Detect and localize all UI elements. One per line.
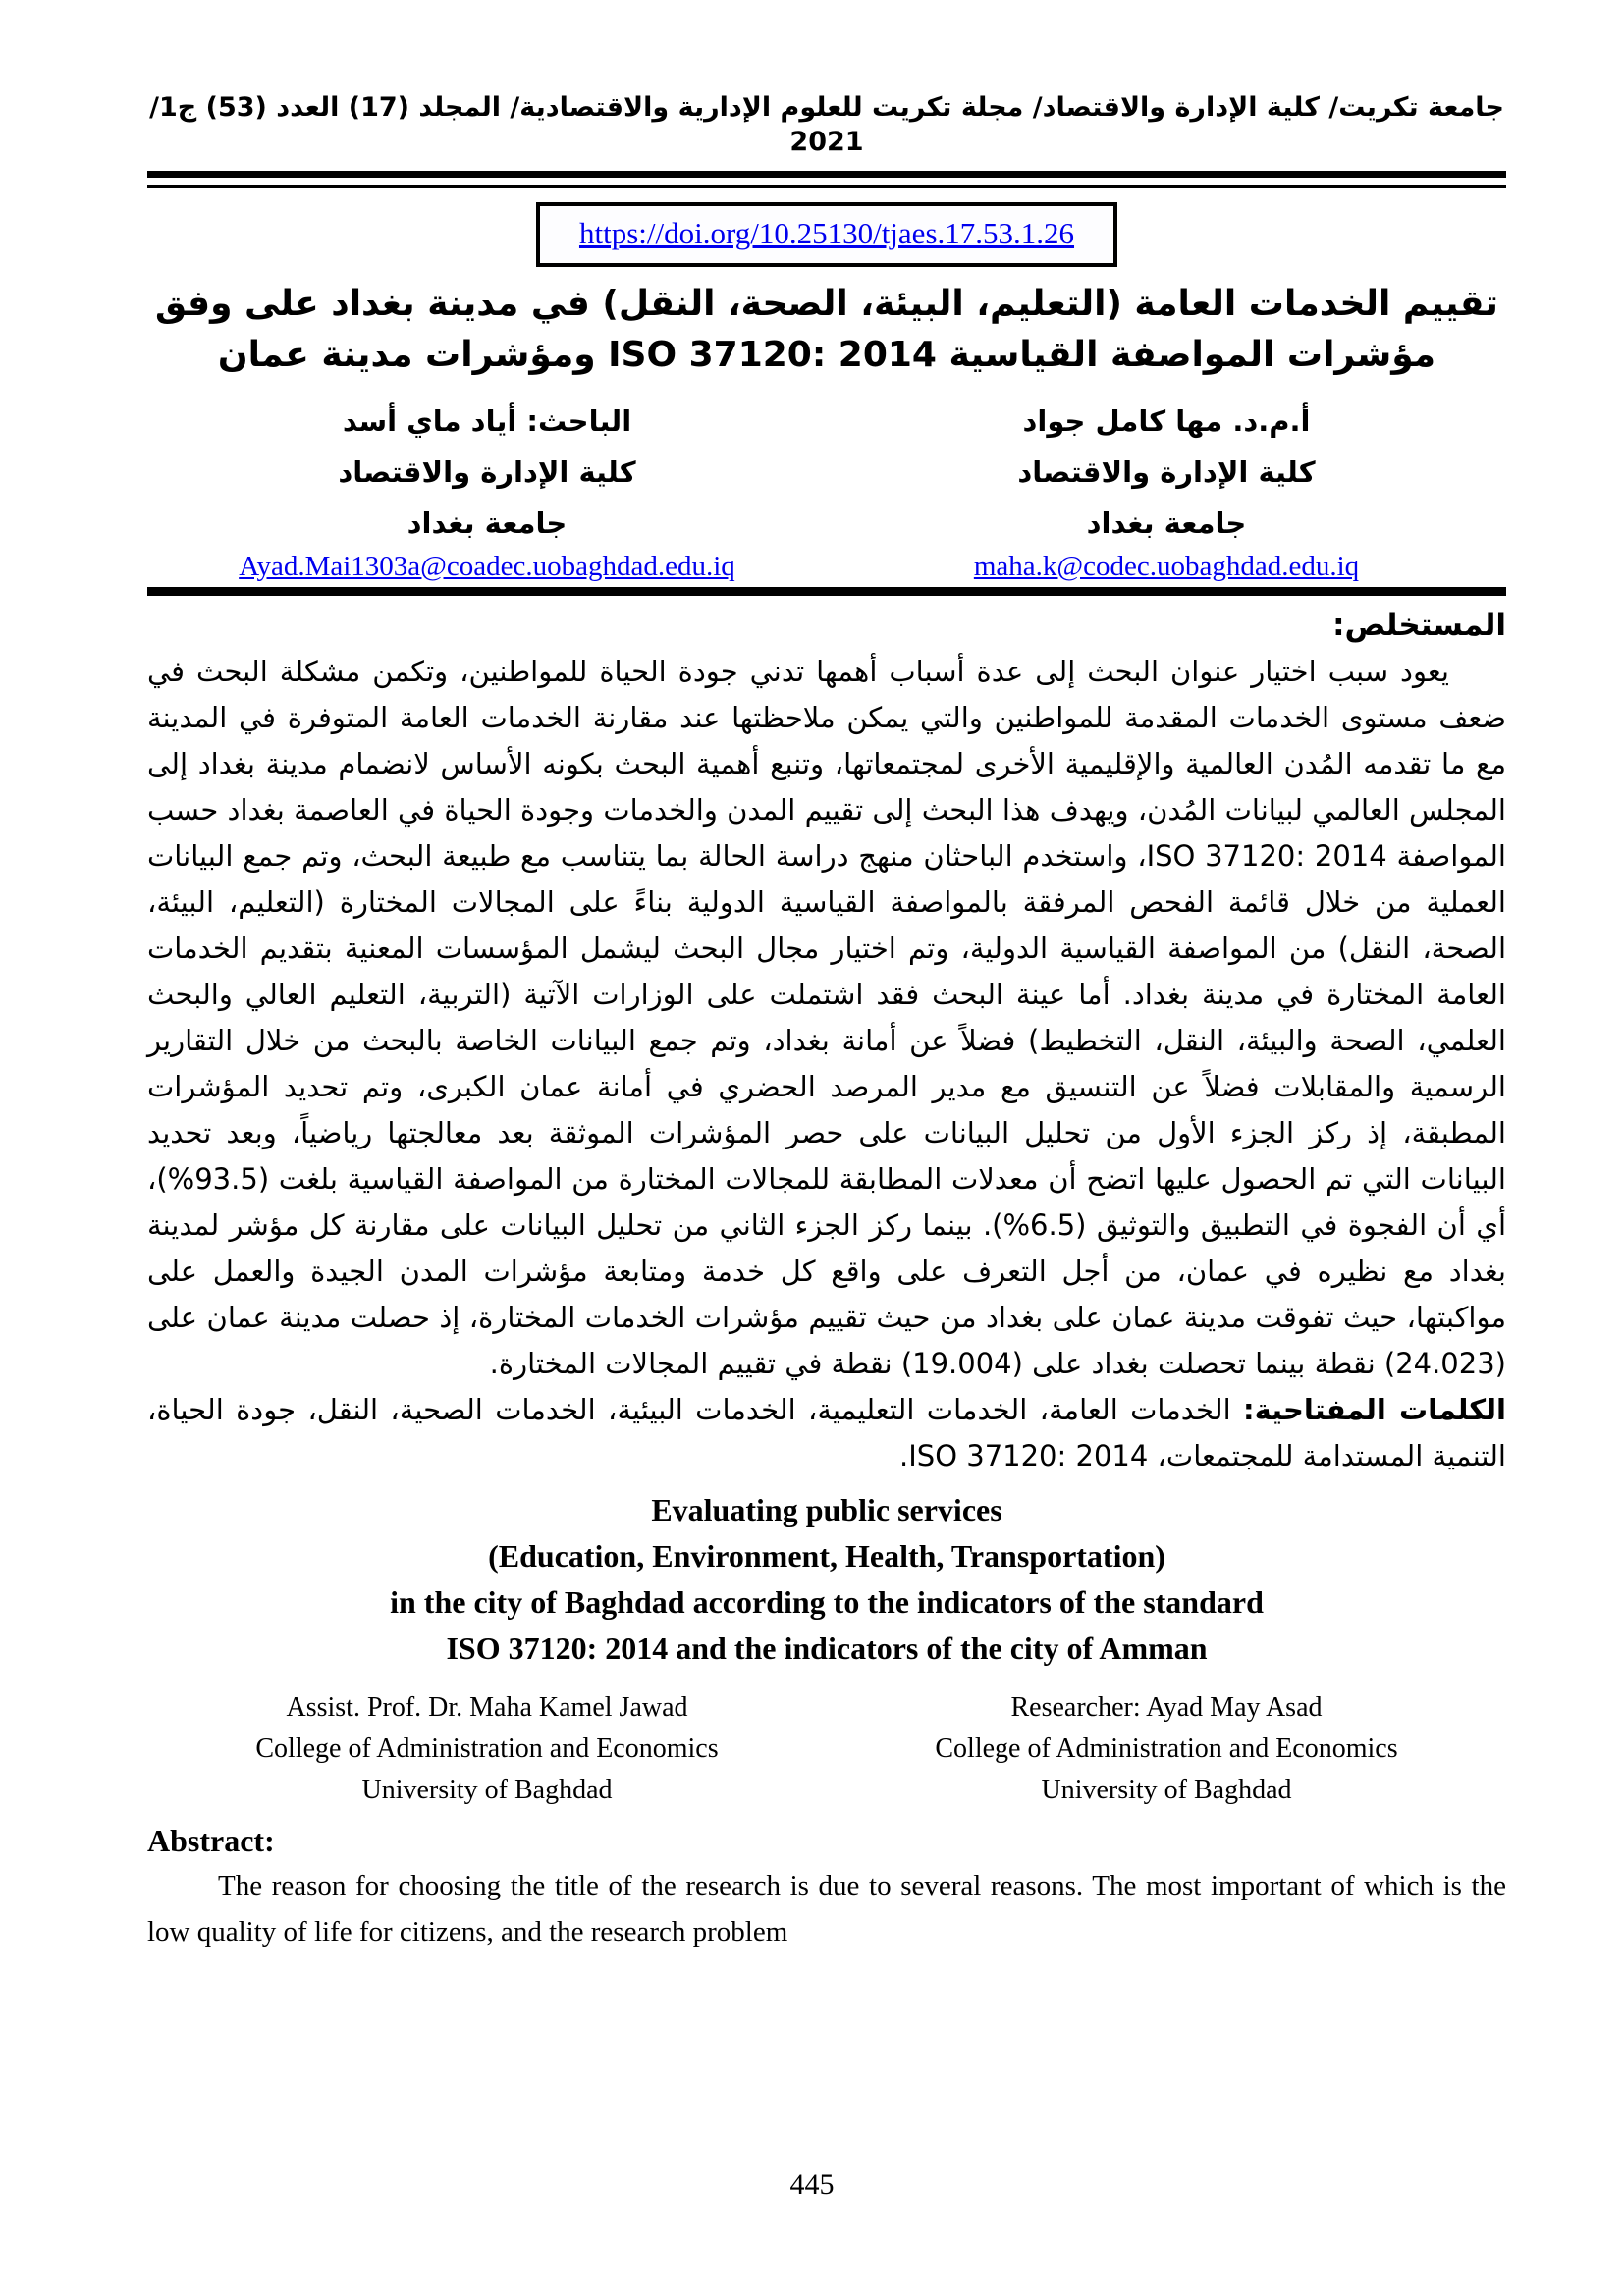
english-authors-block xyxy=(147,1687,1506,1811)
header-divider xyxy=(147,171,1506,188)
english-abstract-heading: Abstract: xyxy=(147,1822,275,1858)
english-abstract-body: The reason for choosing the title of the research is due to several reasons. The most important of which is the low quality of life for citizens, and the research problem xyxy=(147,1869,1506,1948)
doi-box xyxy=(536,202,1117,267)
arabic-abstract-text: يعود سبب اختيار عنوان البحث إلى عدة أسباب أهمها تدني جودة الحياة للمواطنين، وتكمن مشكلة البحث في ضعف مستوى الخدمات المقدمة للمواطنين والتي يمكن ملاحظتها عند مقارنة الخدمات العامة المتوفرة في المدينة مع ما تقدمه المُدن العالمية والإقليمية الأخرى لمجتمعاتها، وتنبع أهمية البحث بكونه الأساس لانضمام مدينة بغداد إلى المجلس العالمي لبيانات المُدن، ويهدف هذا البحث إلى تقييم المدن والخدمات وجودة الحياة في العاصمة بغداد حسب المواصفة ISO 37120: 2014، واستخدم الباحثان منهج دراسة الحالة بما يتناسب مع طبيعة البحث، وتم جمع البيانات العملية من خلال قائمة الفحص المرفقة بالمواصفة القياسية الدولية بناءً على المجالات المختارة (التعليم، البيئة، الصحة، النقل) من المواصفة القياسية الدولية، وتم اختيار مجال البحث ليشمل المؤسسات المعنية بتقديم الخدمات العامة المختارة في مدينة بغداد. أما عينة البحث فقد اشتملت على الوزارات الآتية (التربية، التعليم العالي والبحث العلمي، الصحة والبيئة، النقل، التخطيط) فضلاً عن أمانة بغداد، وتم جمع البيانات الخاصة بالبحث من خلال التقارير الرسمية والمقابلات فضلاً عن التنسيق مع مدير المرصد الحضري في أمانة عمان الكبرى، وتم تحديد المؤشرات المطبقة، إذ ركز الجزء الأول من تحليل البيانات على حصر المؤشرات الموثقة بعد معالجتها رياضياً، وبعد تحديد البيانات التي تم الحصول عليها اتضح أن معدلات المطابقة للمجالات المختارة من المواصفة القياسية بلغت (93.5%)، أي أن الفجوة في التطبيق والتوثيق (6.5%). بينما ركز الجزء الثاني من تحليل البيانات على مقارنة كل مؤشر لمدينة بغداد مع نظيره في عمان، من أجل التعرف على واقع كل خدمة ومتابعة مؤشرات المدن الجيدة والعمل على مواكبتها، حيث تفوقت مدينة عمان على بغداد من حيث تقييم مؤشرات الخدمات المختارة، إذ حصلت مدينة عمان على (24.023) نقطة بينما تحصلت بغداد على (19.004) نقطة في تقييم المجالات المختارة. xyxy=(147,654,1507,1380)
english-title-line1: Evaluating public services xyxy=(651,1491,1002,1527)
author-name: Researcher: Ayad May Asad xyxy=(1010,1691,1323,1723)
arabic-authors-block xyxy=(147,396,1506,549)
english-title-line4: ISO 37120: 2014 and the indicators of the city of Amman xyxy=(446,1629,1208,1666)
arabic-abstract-heading: المستخلص: xyxy=(1332,607,1506,643)
english-title-line2: (Education, Environment, Health, Transportation) xyxy=(488,1537,1165,1574)
keywords-text: الخدمات العامة، الخدمات التعليمية، الخدمات البيئية، الخدمات الصحية، النقل، جودة الحياة، التنمية المستدامة للمجتمعات، ISO 37120: 2014. xyxy=(147,1392,1506,1472)
author-university: University of Baghdad xyxy=(361,1774,613,1805)
arabic-author-left xyxy=(147,396,827,549)
page-number: 445 xyxy=(789,2168,835,2201)
author-college: كلية الإدارة والاقتصاد xyxy=(1017,454,1316,489)
arabic-title: تقييم الخدمات العامة (التعليم، البيئة، الصحة، النقل) في مدينة بغداد على وفق مؤشرات المواصفة القياسية ISO 37120: 2014 ومؤشرات مدينة عمان xyxy=(155,284,1498,376)
arabic-keywords xyxy=(147,1387,1506,1479)
english-title xyxy=(147,1487,1506,1672)
english-author-left xyxy=(147,1687,827,1811)
author-college: College of Administration and Economics xyxy=(255,1733,719,1764)
arabic-author-right xyxy=(827,396,1506,549)
author-university: جامعة بغداد xyxy=(406,506,568,540)
email-right-cell xyxy=(827,551,1506,583)
keywords-label: الكلمات المفتاحية: xyxy=(1242,1392,1507,1426)
journal-header: جامعة تكريت/ كلية الإدارة والاقتصاد/ مجلة تكريت للعلوم الإدارية والاقتصادية/ المجلد (17) العدد (53) ج1/ 2021 xyxy=(149,92,1504,158)
doi-link[interactable]: https://doi.org/10.25130/tjaes.17.53.1.26 xyxy=(578,216,1075,251)
english-title-line3: in the city of Baghdad according to the indicators of the standard xyxy=(390,1583,1264,1620)
email-link-ayad[interactable]: Ayad.Mai1303a@coadec.uobaghdad.edu.iq xyxy=(239,550,735,582)
author-college: College of Administration and Economics xyxy=(935,1733,1398,1764)
author-university: University of Baghdad xyxy=(1041,1774,1292,1805)
author-university: جامعة بغداد xyxy=(1086,506,1247,540)
doi-row xyxy=(147,202,1506,267)
author-college: كلية الإدارة والاقتصاد xyxy=(338,454,636,489)
author-name: الباحث: أياد ماي أسد xyxy=(342,403,632,438)
author-name: Assist. Prof. Dr. Maha Kamel Jawad xyxy=(286,1691,688,1723)
author-emails-row xyxy=(147,551,1506,583)
author-name: أ.م.د. مها كامل جواد xyxy=(1022,403,1311,438)
email-left-cell xyxy=(147,551,827,583)
english-author-right xyxy=(827,1687,1506,1811)
arabic-abstract-body xyxy=(147,649,1506,1387)
email-link-maha[interactable]: maha.k@codec.uobaghdad.edu.iq xyxy=(973,550,1360,582)
abstract-divider xyxy=(147,587,1506,596)
